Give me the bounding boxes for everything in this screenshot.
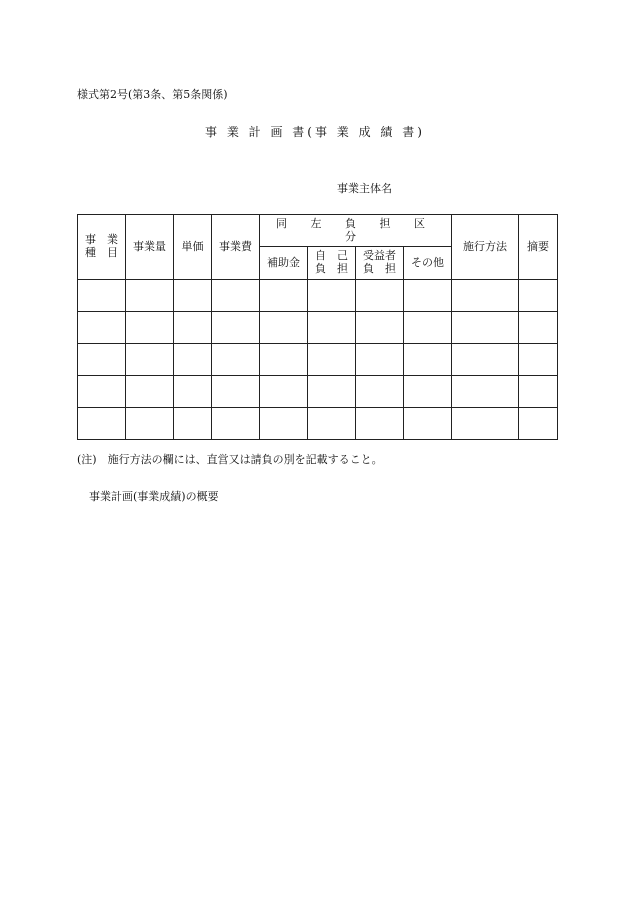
table-cell[interactable] xyxy=(126,344,174,376)
table-cell[interactable] xyxy=(212,408,260,440)
table-cell[interactable] xyxy=(452,312,519,344)
summary-heading: 事業計画(事業成績)の概要 xyxy=(89,490,219,503)
table-cell[interactable] xyxy=(174,408,212,440)
table-cell[interactable] xyxy=(356,376,404,408)
table-cell[interactable] xyxy=(260,280,308,312)
table-cell[interactable] xyxy=(126,280,174,312)
table-cell[interactable] xyxy=(452,408,519,440)
table-cell[interactable] xyxy=(452,344,519,376)
table-cell[interactable] xyxy=(308,408,356,440)
table-cell[interactable] xyxy=(308,280,356,312)
form-label: 様式第2号(第3条、第5条関係) xyxy=(77,88,228,101)
table-cell[interactable] xyxy=(308,312,356,344)
table-cell[interactable] xyxy=(404,280,452,312)
plan-table xyxy=(77,214,558,440)
table-cell[interactable] xyxy=(212,312,260,344)
table-cell[interactable] xyxy=(126,408,174,440)
header-other: その他 xyxy=(404,247,452,280)
table-cell[interactable] xyxy=(174,344,212,376)
table-row xyxy=(78,408,558,440)
table-cell[interactable] xyxy=(404,312,452,344)
table-row xyxy=(78,344,558,376)
table-cell[interactable] xyxy=(519,312,558,344)
table-cell[interactable] xyxy=(174,312,212,344)
document-title: 事 業 計 画 書(事 業 成 績 書) xyxy=(205,125,425,139)
table-cell[interactable] xyxy=(452,280,519,312)
entity-name-label: 事業主体名 xyxy=(337,182,392,195)
header-subsidy: 補助金 xyxy=(260,247,308,280)
header-quantity: 事業量 xyxy=(126,215,174,280)
table-row xyxy=(78,312,558,344)
table-cell[interactable] xyxy=(78,280,126,312)
note: (注) 施行方法の欄には、直営又は請負の別を記載すること。 xyxy=(77,453,383,466)
table-cell[interactable] xyxy=(78,344,126,376)
table-cell[interactable] xyxy=(212,280,260,312)
header-method: 施行方法 xyxy=(452,215,519,280)
header-project-type: 事 業 種 目 xyxy=(78,215,126,280)
table-cell[interactable] xyxy=(404,376,452,408)
header-cost: 事業費 xyxy=(212,215,260,280)
header-unit-price: 単価 xyxy=(174,215,212,280)
table-cell[interactable] xyxy=(452,376,519,408)
table-cell[interactable] xyxy=(356,344,404,376)
table-cell[interactable] xyxy=(174,280,212,312)
table-cell[interactable] xyxy=(519,280,558,312)
table-cell[interactable] xyxy=(308,376,356,408)
table-cell[interactable] xyxy=(126,376,174,408)
table-cell[interactable] xyxy=(404,408,452,440)
table-cell[interactable] xyxy=(356,312,404,344)
table-row xyxy=(78,376,558,408)
header-self-burden: 自 己 負 担 xyxy=(308,247,356,280)
table-cell[interactable] xyxy=(356,408,404,440)
header-beneficiary-burden: 受益者 負 担 xyxy=(356,247,404,280)
table-cell[interactable] xyxy=(260,408,308,440)
table-cell[interactable] xyxy=(78,408,126,440)
table-cell[interactable] xyxy=(78,376,126,408)
table-cell[interactable] xyxy=(212,376,260,408)
table-cell[interactable] xyxy=(260,312,308,344)
table-cell[interactable] xyxy=(404,344,452,376)
table-cell[interactable] xyxy=(356,280,404,312)
header-remarks: 摘要 xyxy=(519,215,558,280)
table-cell[interactable] xyxy=(519,408,558,440)
header-burden-group: 同 左 負 担 区 分 xyxy=(260,215,452,247)
table-cell[interactable] xyxy=(519,344,558,376)
table-cell[interactable] xyxy=(174,376,212,408)
table-cell[interactable] xyxy=(78,312,126,344)
table-cell[interactable] xyxy=(260,344,308,376)
table-cell[interactable] xyxy=(519,376,558,408)
table-cell[interactable] xyxy=(308,344,356,376)
table-cell[interactable] xyxy=(212,344,260,376)
table-cell[interactable] xyxy=(126,312,174,344)
table-cell[interactable] xyxy=(260,376,308,408)
table-row xyxy=(78,280,558,312)
